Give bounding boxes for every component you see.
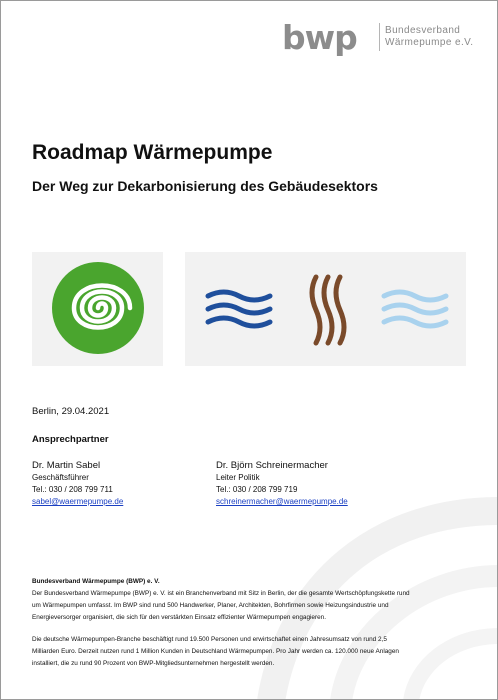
- logo-line-2: Wärmepumpe e.V.: [385, 37, 474, 48]
- logo-line-1: Bundesverband: [385, 25, 461, 36]
- about-line: Der Bundesverband Wärmepumpe (BWP) e. V. ist ein Branchenverband mit Sitz in Berlin, der die gesamte Wertschöpfungskette rund: [32, 590, 410, 597]
- image-panel-right: [185, 252, 466, 366]
- about-paragraph-1: [32, 588, 472, 624]
- about-line: Milliarden Euro. Derzeit nutzen rund 1 Million Kunden in Deutschland Wärmepumpen. Pro Jahr werden ca. 120.000 neue Anlagen: [32, 648, 399, 655]
- about-line: Die deutsche Wärmepumpen-Branche beschäftigt rund 19.500 Personen und erwirtschaftet einen Jahresumsatz von rund 2,5: [32, 636, 387, 643]
- contact-role: Leiter Politik: [216, 473, 260, 482]
- contact-card-sabel: [32, 459, 123, 508]
- logo-text: [385, 25, 473, 49]
- contact-email-link[interactable]: schreinermacher@waermepumpe.de: [216, 497, 348, 506]
- contact-phone: Tel.: 030 / 208 799 711: [32, 485, 113, 494]
- contact-heading: Ansprechpartner: [32, 434, 109, 445]
- about-paragraph-2: [32, 634, 472, 670]
- earth-waves-icon: [307, 274, 349, 346]
- document-subtitle: Der Weg zur Dekarbonisierung des Gebäudesektors: [32, 178, 378, 194]
- about-line: Energieversorger organisiert, die sich für den verstärkten Einsatz effizienter Wärmepumpen engagieren.: [32, 614, 327, 621]
- contact-phone: Tel.: 030 / 208 799 719: [216, 485, 298, 494]
- bwp-logo-mark-icon: [282, 20, 374, 56]
- document-title: Roadmap Wärmepumpe: [32, 141, 273, 164]
- about-section: [32, 576, 472, 680]
- water-waves-icon: [205, 286, 273, 332]
- about-line: um Wärmepumpen umfasst. Im BWP sind rund 500 Handwerker, Planer, Architekten, Bohrfirmen sowie Heizungsindustrie und: [32, 602, 389, 609]
- about-line: installiert, die zu rund 90 Prozent von BWP-Mitgliedsunternehmen hergestellt werden.: [32, 660, 275, 667]
- about-heading: Bundesverband Wärmepumpe (BWP) e. V.: [32, 578, 160, 585]
- image-panel-left: [32, 252, 163, 366]
- contact-card-schreinermacher: [216, 459, 348, 508]
- green-spiral-icon: [48, 258, 148, 358]
- contact-name: Dr. Martin Sabel: [32, 460, 101, 471]
- contact-name: Dr. Björn Schreinermacher: [216, 460, 328, 471]
- contact-email-link[interactable]: sabel@waermepumpe.de: [32, 497, 124, 506]
- logo-divider: [379, 23, 380, 51]
- date-line: Berlin, 29.04.2021: [32, 406, 110, 417]
- bwp-logo: [282, 20, 472, 56]
- logo-mark-text: bwp: [282, 20, 357, 56]
- contact-role: Geschäftsführer: [32, 473, 89, 482]
- air-waves-icon: [381, 286, 449, 332]
